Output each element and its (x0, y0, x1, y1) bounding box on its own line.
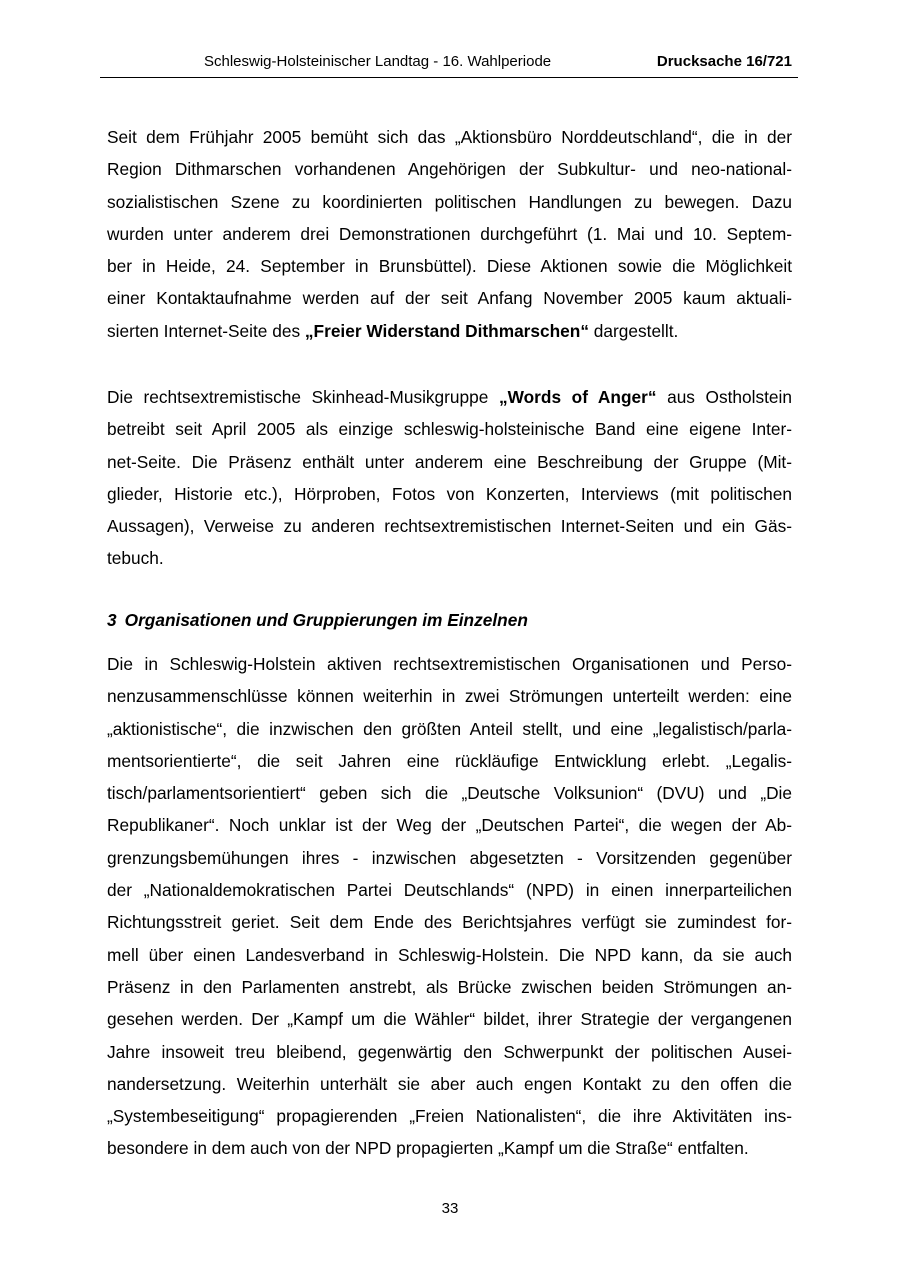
text-line: Die in Schleswig-Holstein aktiven rechtsextremistischen Organisationen und Perso- (107, 654, 792, 674)
section-number: 3 (107, 610, 117, 630)
text-line: wurden unter anderem drei Demonstrationen durchgeführt (1. Mai und 10. Septem- (107, 223, 792, 244)
section-heading (107, 610, 528, 631)
text-line (107, 381, 792, 413)
text-line: Richtungsstreit geriet. Seit dem Ende des Berichtsjahres verfügt sie zumindest for- (107, 912, 792, 933)
text-line: „Systembeseitigung“ propagierenden „Freien Nationalisten“, die ihre Aktivitäten ins- (107, 1106, 792, 1127)
text-line: glieder, Historie etc.), Hörproben, Fotos von Konzerten, Interviews (mit politischen (107, 483, 792, 504)
header-title: Schleswig-Holsteinischer Landtag - 16. Wahlperiode (204, 53, 552, 70)
text-line: einer Kontaktaufnahme werden auf der seit Anfang November 2005 kaum aktuali- (107, 288, 792, 309)
text-line: nandersetzung. Weiterhin unterhält sie aber auch engen Kontakt zu den offen die (107, 1073, 792, 1094)
paragraph-aktionsbuero (107, 121, 792, 347)
text-line: Seit dem Frühjahr 2005 bemüht sich das „Aktionsbüro Norddeutschland“, die in der (107, 127, 792, 147)
text-line (107, 315, 792, 347)
emphasis-words-of-anger: „Words of Anger“ (498, 387, 657, 407)
paragraph-organisationen (107, 648, 792, 1165)
text-segment: Die rechtsextremistische Skinhead-Musikgruppe (107, 387, 499, 407)
text-line: tebuch. (107, 548, 164, 569)
text-line: Republikaner“. Noch unklar ist der Weg der „Deutschen Partei“, die wegen der Ab- (107, 815, 792, 836)
emphasis-freier-widerstand: „Freier Widerstand Dithmarschen“ (304, 320, 589, 341)
text-line: mentsorientierte“, die seit Jahren eine rückläufige Entwicklung erlebt. „Legalis- (107, 750, 792, 771)
text-line: tisch/parlamentsorientiert“ geben sich die „Deutsche Volksunion“ (DVU) und „Die (107, 783, 792, 804)
page-number: 33 (441, 1200, 459, 1217)
text-line: betreibt seit April 2005 als einzige schleswig-holsteinische Band eine eigene Inter- (107, 419, 792, 440)
text-segment: dargestellt. (589, 320, 679, 341)
text-line: besondere in dem auch von der NPD propagierten „Kampf um die Straße“ entfalten. (107, 1138, 749, 1159)
text-line: grenzungsbemühungen ihres - inzwischen abgesetzten - Vorsitzenden gegenüber (107, 847, 792, 868)
text-line: Aussagen), Verweise zu anderen rechtsextremistischen Internet-Seiten und ein Gäs- (107, 516, 792, 537)
text-line: der „Nationaldemokratischen Partei Deutschlands“ (NPD) in einen innerparteilichen (107, 880, 792, 901)
text-segment: sierten Internet-Seite des (107, 320, 305, 341)
text-line: gesehen werden. Der „Kampf um die Wähler“ bildet, ihrer Strategie der vergangenen (107, 1009, 792, 1030)
text-line: ber in Heide, 24. September in Brunsbüttel). Diese Aktionen sowie die Möglichkeit (107, 256, 792, 277)
text-line: nenzusammenschlüsse können weiterhin in zwei Strömungen unterteilt werden: eine (107, 686, 792, 707)
text-line: net-Seite. Die Präsenz enthält unter anderem eine Beschreibung der Gruppe (Mit- (107, 451, 792, 472)
text-line: „aktionistische“, die inzwischen den größten Anteil stellt, und eine „legalistisch/parla- (107, 718, 792, 739)
section-title: Organisationen und Gruppierungen im Einzelnen (124, 610, 528, 630)
text-line: mell über einen Landesverband in Schleswig-Holstein. Die NPD kann, da sie auch (107, 944, 792, 965)
text-segment: aus Ostholstein (656, 387, 792, 407)
text-line: Präsenz in den Parlamenten anstrebt, als Brücke zwischen beiden Strömungen an- (107, 976, 792, 997)
paragraph-words-of-anger (107, 381, 792, 575)
text-line: Region Dithmarschen vorhandenen Angehörigen der Subkultur- und neo-national- (107, 159, 792, 180)
text-line: Jahre insoweit treu bleibend, gegenwärtig den Schwerpunkt der politischen Ausei- (107, 1041, 792, 1062)
text-line: sozialistischen Szene zu koordinierten politischen Handlungen zu bewegen. Dazu (107, 191, 792, 212)
document-number: Drucksache 16/721 (656, 53, 792, 70)
page-header (100, 50, 798, 78)
